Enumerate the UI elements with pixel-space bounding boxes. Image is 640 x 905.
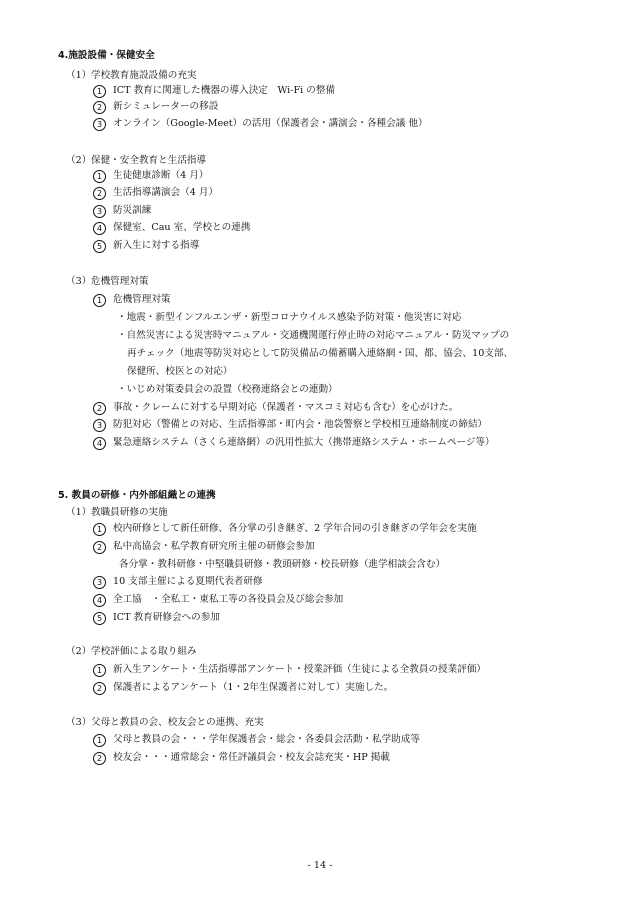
section-5-title: 5. 教員の研修・内外部組織との連携 [58,490,216,501]
circled-number: 4 [93,594,106,607]
circled-number: 1 [93,664,106,677]
list-item: 生徒健康診断（4 月） [113,170,209,181]
s5-sub2-label: （2） [66,646,92,657]
circled-number: 3 [93,576,106,589]
bullet-item: ・いじめ対策委員会の設置（校務連絡会との連動） [117,384,338,395]
bullet-item-cont: 再チェック（地震等防災対応として防災備品の備蓄購入連絡網・国、都、協会、10支部、 [127,348,514,359]
list-item: 校友会・・・通常総会・常任評議員会・校友会誌充実・HP 掲載 [113,752,390,763]
list-item: 新シミュレーターの移設 [113,101,219,112]
list-item: 校内研修として新任研修、各分掌の引き継ぎ、2 学年合同の引き継ぎの学年会を実施 [113,523,477,534]
bullet-item-cont: 保健所、校医との対応） [127,366,233,377]
s4-sub3-label: （3） [66,276,92,287]
circled-number: 2 [93,402,106,415]
s4-sub1-title: 学校教育施設設備の充実 [91,70,197,81]
s5-sub2-title: 学校評価による取り組み [91,646,197,657]
circled-number: 1 [93,294,106,307]
page-number: - 14 - [307,860,333,871]
list-item: 保健室、Cau 室、学校との連携 [113,222,251,233]
circled-number: 2 [93,187,106,200]
circled-number: 1 [93,85,106,98]
list-item: 生活指導講演会（4 月） [113,187,219,198]
s5-sub3-title: 父母と教員の会、校友会との連携、充実 [91,717,264,728]
circled-number: 1 [93,170,106,183]
list-item-cont: 各分掌・教科研修・中堅職員研修・教頭研修・校長研修（進学相談会含む） [119,559,446,570]
bullet-item: ・自然災害による災害時マニュアル・交通機関運行停止時の対応マニュアル・防災マップの [117,330,510,341]
s4-sub2-title: 保健・安全教育と生活指導 [91,155,207,166]
list-item: 10 支部主催による夏期代表者研修 [113,576,263,587]
list-item: 危機管理対策 [113,294,171,305]
list-item: 新入生に対する指導 [113,240,200,251]
circled-number: 4 [93,222,106,235]
s4-sub1-label: （1） [66,70,92,81]
s5-sub1-title: 教職員研修の実施 [91,507,168,518]
circled-number: 3 [93,118,106,131]
s4-sub3-title: 危機管理対策 [91,276,149,287]
list-item: 緊急連絡システム（さくら連絡網）の汎用性拡大（携帯連絡システム・ホームページ等） [113,437,495,448]
circled-number: 5 [93,612,106,625]
circled-number: 2 [93,682,106,695]
list-item: 保護者によるアンケート（1・2年生保護者に対して）実施した。 [113,682,394,693]
circled-number: 1 [93,734,106,747]
circled-number: 2 [93,752,106,765]
circled-number: 2 [93,541,106,554]
s5-sub1-label: （1） [66,507,92,518]
list-item: ICT 教育研修会への参加 [113,612,220,623]
list-item: 新入生アンケート・生活指導部アンケート・授業評価（生徒による全教員の授業評価） [113,664,487,675]
s4-sub2-label: （2） [66,155,92,166]
circled-number: 4 [93,437,106,450]
list-item: オンライン（Google-Meet）の活用（保護者会・講演会・各種会議 他） [113,118,428,129]
circled-number: 1 [93,523,106,536]
list-item: 事故・クレームに対する早期対応（保護者・マスコミ対応も含む）を心がけた。 [113,402,459,413]
s5-sub3-label: （3） [66,717,92,728]
circled-number: 5 [93,240,106,253]
bullet-item: ・地震・新型インフルエンザ・新型コロナウイルス感染予防対策・他災害に対応 [117,312,462,323]
list-item: 私中高協会・私学教育研究所主催の研修会参加 [113,541,315,552]
list-item: ICT 教育に関連した機器の導入決定 Wi-Fi の整備 [113,85,336,96]
list-item: 防犯対応（警備との対応、生活指導部・町内会・池袋警察と学校相互連絡制度の締結） [113,419,488,430]
list-item: 防災訓練 [113,205,152,216]
circled-number: 2 [93,101,106,114]
section-4-title: 4.施設設備・保健安全 [58,50,155,61]
list-item: 全工協 ・全私工・東私工等の各役員会及び総会参加 [113,594,344,605]
circled-number: 3 [93,419,106,432]
list-item: 父母と教員の会・・・学年保護者会・総会・各委員会活動・私学助成等 [113,734,420,745]
circled-number: 3 [93,205,106,218]
